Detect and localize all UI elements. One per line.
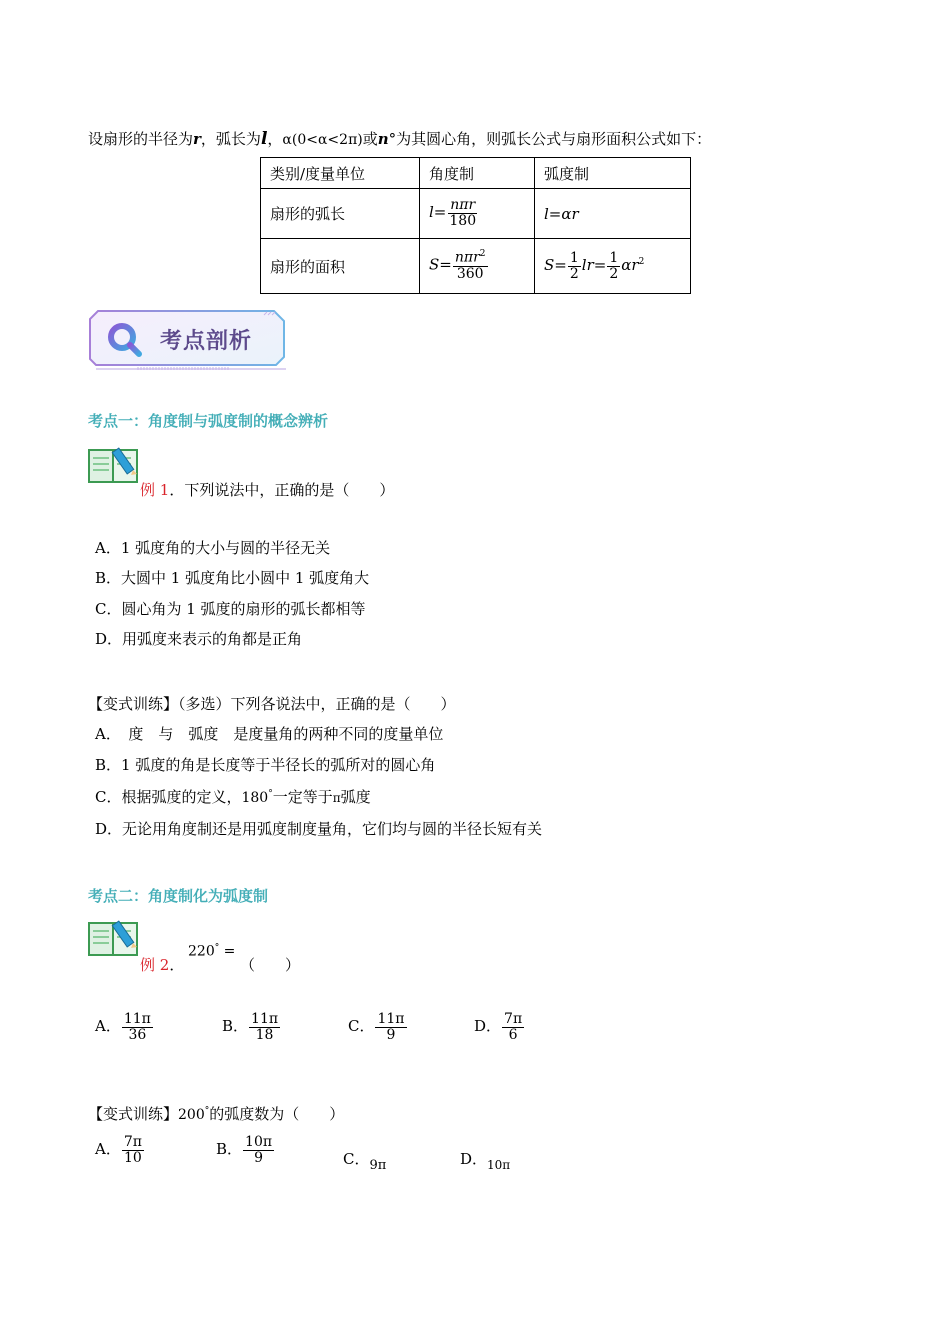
practice1-title: 【变式训练】（多选）下列各说法中，正确的是（ ） [88, 695, 456, 713]
var-r: r [193, 130, 201, 148]
section2-title: 考点二：角度制化为弧度制 [88, 887, 269, 905]
example2-expression [188, 943, 235, 960]
option-text: 一定等于 [272, 788, 333, 806]
example1-line [140, 479, 394, 500]
practice2-option-a [95, 1135, 145, 1165]
var-n: n [377, 130, 389, 148]
fraction [453, 250, 488, 281]
area-degree-formula [420, 239, 535, 294]
pi-symbol: π [332, 791, 341, 805]
formula-table [260, 157, 691, 294]
option-b: B．大圆中 1 弧度角比小圆中 1 弧度角大 [95, 569, 370, 587]
ex2-option-b [222, 1012, 281, 1042]
example-text: ．下列说法中，正确的是（ ） [169, 481, 395, 499]
practice1-option-a: A． 度 与 弧度 是度量角的两种不同的度量单位 [95, 725, 444, 743]
formula-prefix: S= [429, 256, 452, 274]
fraction-numerator: 11π [377, 1011, 405, 1027]
option-value: 9π [369, 1158, 387, 1173]
fraction-numerator: 11π [123, 1011, 151, 1027]
intro-text-1: 设扇形的半径为 [88, 130, 194, 148]
book-pencil-icon [87, 444, 143, 484]
example-label: 例 2 [140, 956, 170, 974]
table-header-category: 类别/度量单位 [261, 158, 420, 189]
formula-prefix: S= [544, 256, 567, 274]
option-label: D． [474, 1017, 502, 1036]
fraction [122, 1012, 153, 1042]
formula-prefix: l= [429, 203, 447, 222]
angle-value: 180 [241, 790, 269, 806]
numerator-text: nπr [454, 250, 480, 267]
option-text: 弧度 [340, 788, 371, 806]
fraction [249, 1012, 280, 1042]
fraction-numerator: 11π [251, 1011, 279, 1027]
intro-text-3: ， [267, 130, 283, 148]
angle-value: 200 [178, 1107, 205, 1123]
fraction [502, 1012, 524, 1042]
degree-sign: ° [268, 789, 273, 799]
fraction-denominator: 2 [609, 265, 619, 282]
practice2-option-b [216, 1135, 275, 1165]
fraction-numerator: 1 [569, 249, 579, 266]
intro-line [88, 128, 711, 149]
example2-line [140, 954, 184, 975]
alpha-range: α(0<α<2π) [282, 132, 363, 148]
table-header-degree: 角度制 [420, 158, 535, 189]
fraction-denominator: 2 [569, 265, 579, 282]
exponent: 2 [479, 249, 486, 260]
fraction-numerator: 7π [504, 1011, 523, 1027]
table-header-radian: 弧度制 [535, 158, 691, 189]
search-icon [106, 321, 144, 359]
practice2-option-c [343, 1148, 387, 1173]
option-label: B． [216, 1140, 243, 1159]
example-dot: ． [169, 956, 185, 974]
fraction-numerator: 7π [123, 1134, 142, 1150]
ex2-option-d [474, 1012, 525, 1042]
row-area-label: 扇形的面积 [261, 239, 420, 294]
option-label: A． [95, 1017, 121, 1036]
degree-sign: ° [388, 130, 397, 148]
exponent: 2 [638, 257, 645, 267]
practice2-option-d [460, 1148, 511, 1172]
practice-prefix: 【变式训练】 [88, 1105, 179, 1123]
equals-sign: = [219, 943, 236, 960]
fraction-denominator: 360 [456, 265, 484, 282]
fraction-numerator: nπr [450, 197, 476, 214]
option-a: A．1 弧度角的大小与圆的半径无关 [95, 539, 331, 557]
practice2-title [88, 1103, 344, 1124]
example2-paren: （ ） [240, 956, 301, 974]
option-d: D．用弧度来表示的角都是正角 [95, 630, 303, 648]
fraction-half [568, 251, 581, 281]
section1-title: 考点一：角度制与弧度制的概念辨析 [88, 412, 329, 430]
area-radian-formula [535, 239, 691, 294]
row-arc-length-label: 扇形的弧长 [261, 189, 420, 239]
option-text: C．根据弧度的定义， [95, 788, 242, 806]
fraction-denominator: 180 [449, 213, 477, 229]
fraction [375, 1012, 406, 1042]
degree-sign: ° [214, 943, 220, 953]
intro-text-2: ，弧长为 [200, 130, 261, 148]
var-l: l [260, 129, 268, 149]
fraction-numerator [453, 250, 488, 266]
option-label: C． [343, 1150, 370, 1168]
book-pencil-icon [87, 917, 143, 957]
option-label: A． [95, 1140, 121, 1159]
practice1-option-c [95, 786, 371, 807]
fraction-denominator: 6 [508, 1026, 518, 1043]
formula-end: αr [621, 256, 639, 274]
fraction-denominator: 9 [386, 1026, 396, 1043]
option-label: D． [460, 1150, 488, 1168]
fraction-denominator: 36 [128, 1026, 147, 1043]
fraction-denominator: 10 [123, 1149, 142, 1166]
option-label: B． [222, 1017, 249, 1036]
option-label: C． [348, 1017, 375, 1036]
angle-value: 220 [188, 943, 215, 960]
ex2-option-c [348, 1012, 408, 1042]
banner-title: 考点剖析 [160, 329, 253, 354]
fraction-denominator: 9 [254, 1149, 263, 1166]
fraction-denominator: 18 [255, 1026, 274, 1043]
intro-text-5: 为其圆心角，则弧长公式与扇形面积公式如下： [396, 130, 712, 148]
fraction-numerator: 1 [609, 249, 619, 266]
fraction-half [607, 251, 620, 281]
fraction-numerator: 10π [245, 1134, 273, 1150]
fraction [122, 1135, 144, 1165]
practice-text: 的弧度数为（ ） [209, 1105, 345, 1123]
intro-text-4: 或 [362, 130, 378, 148]
example-label: 例 1 [140, 481, 170, 499]
practice1-option-d: D．无论用角度制还是用弧度制度量角，它们均与圆的半径长短有关 [95, 820, 543, 838]
degree-sign: ° [204, 1106, 210, 1116]
fraction [243, 1135, 274, 1165]
arc-length-radian-formula: l=αr [535, 189, 691, 239]
formula-mid: lr= [581, 256, 607, 274]
fraction [447, 198, 478, 228]
practice1-option-b: B．1 弧度的角是长度等于半径长的弧所对的圆心角 [95, 756, 436, 774]
ex2-option-a [95, 1012, 154, 1042]
option-value: 10π [487, 1158, 511, 1172]
arc-length-degree-formula [420, 189, 535, 239]
option-c: C．圆心角为 1 弧度的扇形的弧长都相等 [95, 600, 366, 618]
section-banner [88, 309, 288, 371]
